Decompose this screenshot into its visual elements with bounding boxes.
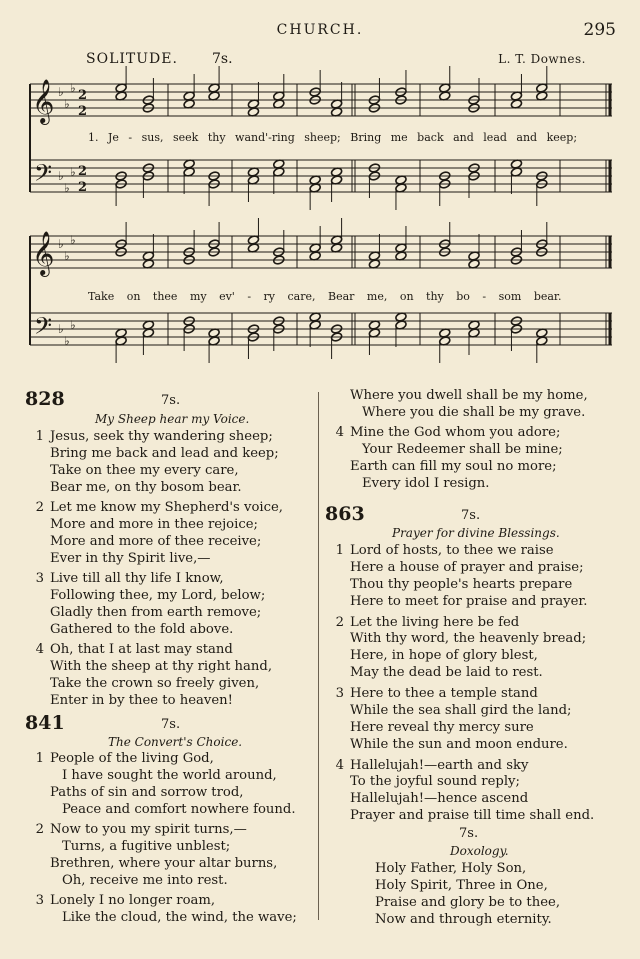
flat-sign: ♭ bbox=[70, 318, 76, 332]
stanza-line bbox=[30, 839, 230, 856]
stanza-line bbox=[330, 737, 568, 754]
stanza-text: Take on thee my every care, bbox=[50, 462, 239, 478]
time-signature: 2 bbox=[78, 104, 88, 119]
stanza-line bbox=[30, 693, 233, 710]
stanza-text: Lonely I no longer roam, bbox=[50, 893, 216, 908]
stanza-line bbox=[330, 560, 584, 577]
stanza-number: 2 bbox=[35, 500, 44, 515]
stanza-text: Paths of sin and sorrow trod, bbox=[50, 784, 244, 800]
hymn-meter: 7s. bbox=[161, 393, 181, 408]
stanza-text: Earth can fill my soul no more; bbox=[350, 459, 557, 474]
flat-sign: ♭ bbox=[70, 233, 76, 247]
stanza-text: Enter in by thee to heaven! bbox=[50, 692, 233, 708]
stanza-number: 3 bbox=[335, 686, 344, 701]
flat-sign: ♭ bbox=[64, 249, 70, 263]
stanza-line bbox=[330, 594, 587, 611]
stanza-text: With the sheep at thy right hand, bbox=[50, 658, 273, 674]
stanza-number: 1 bbox=[335, 543, 344, 558]
stanza-text: Gladly then from earth remove; bbox=[50, 604, 262, 620]
stanza-text: Here to meet for praise and prayer. bbox=[350, 593, 588, 609]
stanza-text: Brethren, where your altar burns, bbox=[50, 855, 278, 871]
stanza-line bbox=[330, 388, 588, 405]
stanza-number: 2 bbox=[35, 822, 44, 837]
stanza-line bbox=[30, 534, 261, 551]
flat-sign: ♭ bbox=[64, 334, 70, 348]
stanza-number: 1 bbox=[35, 429, 44, 444]
music-score bbox=[0, 0, 640, 380]
stanza-text: Oh, that I at last may stand bbox=[50, 642, 233, 657]
treble-clef: 𝄞 bbox=[32, 231, 55, 275]
treble-clef: 𝄞 bbox=[32, 79, 55, 123]
bass-clef: 𝄢 bbox=[34, 312, 53, 345]
stanza-line bbox=[30, 785, 243, 802]
stanza-text: Holy Father, Holy Son, bbox=[375, 861, 527, 876]
stanza-text: Every idol I resign. bbox=[362, 475, 490, 491]
stanza-number: 3 bbox=[35, 571, 44, 586]
stanza-text: Here to thee a temple stand bbox=[350, 686, 538, 701]
hymn-number: 828 bbox=[25, 388, 65, 410]
time-signature: 2 bbox=[78, 164, 88, 179]
stanza-text: Hallelujah!—earth and sky bbox=[350, 757, 529, 773]
stanza-text: Ever in thy Spirit live,— bbox=[50, 550, 211, 566]
flat-sign: ♭ bbox=[58, 237, 64, 251]
stanza-text: Take the crown so freely given, bbox=[50, 675, 260, 691]
stanza-line bbox=[330, 791, 528, 808]
stanza-line bbox=[355, 878, 548, 895]
time-signature: 2 bbox=[78, 88, 88, 103]
stanza-number: 1 bbox=[35, 751, 44, 766]
stanza-line bbox=[330, 615, 519, 632]
column-divider bbox=[318, 392, 319, 920]
stanza-text: Where you dwell shall be my home, bbox=[350, 388, 588, 403]
stanza-text: Bear me, on thy bosom bear. bbox=[50, 479, 242, 495]
stanza-text: Now to you my spirit turns,— bbox=[50, 822, 247, 837]
stanza-line bbox=[30, 500, 283, 517]
stanza-text: Praise and glory be to thee, bbox=[375, 894, 561, 910]
stanza-line bbox=[355, 861, 526, 878]
stanza-text: With thy word, the heavenly bread; bbox=[350, 631, 587, 647]
stanza-line bbox=[330, 543, 554, 560]
stanza-line bbox=[30, 571, 224, 588]
stanza-text: Gathered to the fold above. bbox=[50, 621, 234, 637]
stanza-text: To the joyful sound reply; bbox=[350, 774, 520, 790]
stanza-text: May the dead be laid to rest. bbox=[350, 665, 543, 681]
stanza-text: Here a house of prayer and praise; bbox=[350, 559, 584, 575]
stanza-text: Live till all thy life I know, bbox=[50, 571, 224, 586]
hymn-subtitle: The Convert's Choice. bbox=[108, 735, 243, 749]
stanza-line bbox=[30, 605, 261, 622]
stanza-line bbox=[330, 631, 586, 648]
stanza-text: While the sun and moon endure. bbox=[350, 736, 568, 752]
running-title: CHURCH. bbox=[276, 22, 364, 38]
stanza-line bbox=[30, 429, 273, 446]
stanza-line bbox=[30, 480, 242, 497]
composer-name: L. T. Downes. bbox=[498, 52, 586, 66]
hymn-meter: 7s. bbox=[161, 717, 181, 732]
stanza-text: Holy Spirit, Three in One, bbox=[375, 877, 548, 893]
stanza-number: 2 bbox=[335, 614, 344, 630]
stanza-line bbox=[330, 577, 572, 594]
stanza-line bbox=[330, 758, 528, 775]
stanza-line bbox=[30, 517, 258, 534]
stanza-line bbox=[330, 774, 520, 791]
stanza-text: More and more of thee receive; bbox=[50, 533, 262, 549]
stanza-text: Lord of hosts, to thee we raise bbox=[350, 543, 554, 558]
stanza-line bbox=[30, 551, 211, 568]
stanza-line bbox=[30, 588, 265, 605]
stanza-line bbox=[330, 405, 585, 422]
stanza-text: I have sought the world around, bbox=[62, 767, 277, 783]
stanza-line bbox=[30, 659, 272, 676]
stanza-line bbox=[330, 665, 543, 682]
stanza-line bbox=[330, 442, 563, 459]
stanza-line bbox=[30, 751, 214, 768]
stanza-text: Thou thy people's hearts prepare bbox=[350, 576, 573, 592]
hymn-subtitle: Prayer for divine Blessings. bbox=[392, 526, 560, 540]
stanza-text: People of the living God, bbox=[50, 751, 214, 766]
stanza-text: Following thee, my Lord, below; bbox=[50, 587, 266, 603]
stanza-line bbox=[330, 808, 594, 825]
stanza-line bbox=[355, 912, 552, 929]
stanza-line bbox=[30, 822, 247, 839]
stanza-line bbox=[355, 895, 560, 912]
lyric-line-1: 1. Je - sus, seek thy wand'-ring sheep; Bring me back and lead and keep; bbox=[88, 131, 578, 144]
stanza-text: Prayer and praise till time shall end. bbox=[350, 808, 595, 824]
flat-sign: ♭ bbox=[70, 165, 76, 179]
stanza-text: Your Redeemer shall be mine; bbox=[362, 442, 563, 458]
tune-name: SOLITUDE. bbox=[86, 51, 178, 67]
tune-meter: 7s. bbox=[212, 51, 233, 67]
stanza-text: Mine the God whom you adore; bbox=[350, 425, 561, 441]
stanza-line bbox=[30, 768, 277, 785]
stanza-line bbox=[330, 720, 534, 737]
stanza-line bbox=[330, 459, 557, 476]
doxology-meter: 7s. bbox=[459, 826, 479, 841]
bass-clef: 𝄢 bbox=[34, 159, 53, 192]
stanza-text: Oh, receive me into rest. bbox=[62, 872, 228, 888]
stanza-line bbox=[330, 476, 489, 493]
hymn-subtitle: My Sheep hear my Voice. bbox=[95, 412, 250, 426]
stanza-line bbox=[330, 686, 538, 703]
stanza-line bbox=[30, 676, 259, 693]
stanza-line bbox=[30, 642, 233, 659]
stanza-number: 4 bbox=[335, 425, 344, 441]
flat-sign: ♭ bbox=[58, 85, 64, 99]
stanza-line bbox=[30, 893, 215, 910]
stanza-text: Where you die shall be my grave. bbox=[362, 404, 586, 420]
flat-sign: ♭ bbox=[58, 169, 64, 183]
stanza-text: Here reveal thy mercy sure bbox=[350, 719, 534, 735]
page-number: 295 bbox=[583, 20, 616, 40]
stanza-text: Bring me back and lead and keep; bbox=[50, 445, 279, 461]
lyric-line-2: Take on thee my ev' - ry care, Bear me, on thy bo - som bear. bbox=[88, 290, 562, 303]
stanza-line bbox=[330, 703, 572, 720]
stanza-text: Let the living here be fed bbox=[350, 614, 520, 630]
hymn-meter: 7s. bbox=[461, 508, 481, 523]
stanza-line bbox=[30, 622, 233, 639]
stanza-line bbox=[330, 425, 560, 442]
stanza-number: 4 bbox=[35, 642, 44, 657]
flat-sign: ♭ bbox=[64, 181, 70, 195]
flat-sign: ♭ bbox=[64, 97, 70, 111]
stanza-text: More and more in thee rejoice; bbox=[50, 516, 258, 532]
stanza-text: Hallelujah!—hence ascend bbox=[350, 791, 529, 807]
flat-sign: ♭ bbox=[70, 81, 76, 95]
stanza-text: While the sea shall gird the land; bbox=[350, 702, 572, 718]
stanza-line bbox=[330, 648, 538, 665]
stanza-line bbox=[30, 446, 279, 463]
stanza-text: Here, in hope of glory blest, bbox=[350, 648, 538, 664]
stanza-text: Now and through eternity. bbox=[375, 911, 552, 927]
hymn-number: 841 bbox=[25, 712, 65, 734]
stanza-line bbox=[30, 873, 228, 890]
stanza-line bbox=[30, 802, 296, 819]
time-signature: 2 bbox=[78, 180, 88, 195]
stanza-text: Jesus, seek thy wandering sheep; bbox=[50, 429, 273, 444]
stanza-text: Let me know my Shepherd's voice, bbox=[50, 500, 283, 515]
stanza-number: 3 bbox=[35, 893, 44, 908]
stanza-text: Turns, a fugitive unblest; bbox=[62, 838, 231, 854]
flat-sign: ♭ bbox=[58, 322, 64, 336]
stanza-line bbox=[30, 910, 297, 927]
stanza-text: Peace and comfort nowhere found. bbox=[62, 801, 296, 817]
stanza-line bbox=[30, 463, 239, 480]
stanza-text: Like the cloud, the wind, the wave; bbox=[62, 909, 297, 925]
doxology-title: Doxology. bbox=[450, 844, 509, 858]
stanza-line bbox=[30, 856, 277, 873]
hymn-number: 863 bbox=[325, 503, 365, 525]
stanza-number: 4 bbox=[335, 757, 344, 773]
